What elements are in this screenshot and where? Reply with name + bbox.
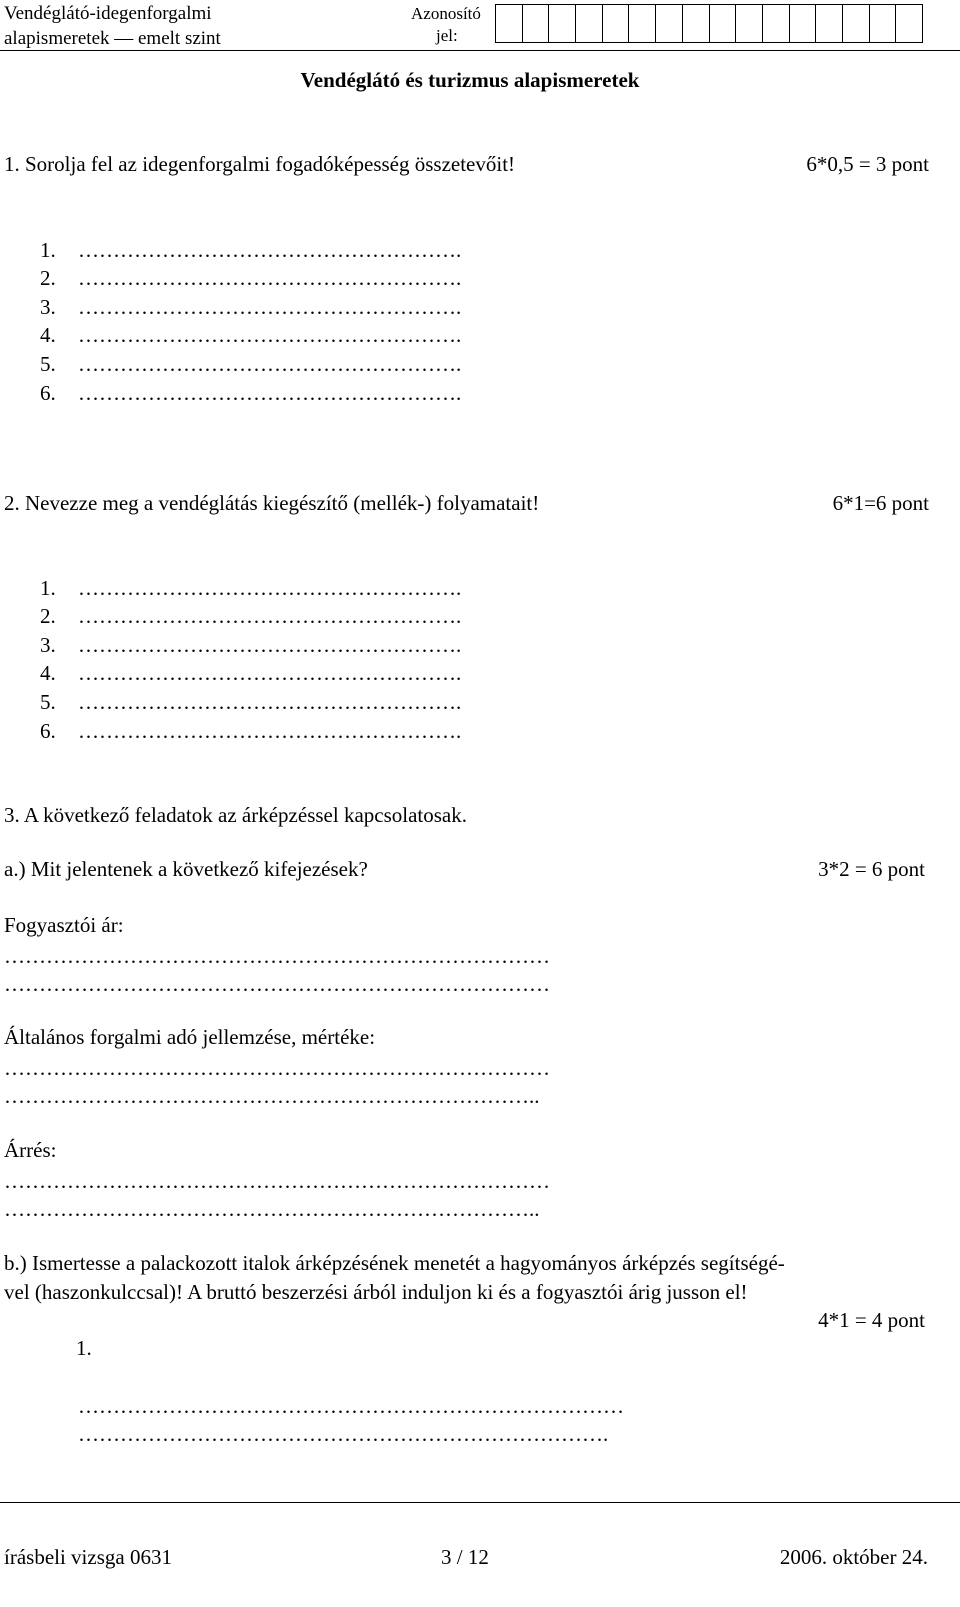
- answer-line[interactable]: ……………………………………………………………………: [4, 972, 550, 996]
- id-box[interactable]: [762, 4, 790, 43]
- q1-points: 6*0,5 = 3 pont: [806, 152, 929, 176]
- list-item-number: 3.: [40, 633, 56, 657]
- list-item-number: 6.: [40, 719, 56, 743]
- id-box[interactable]: [735, 4, 763, 43]
- answer-line[interactable]: ……………………………………………….: [78, 295, 462, 319]
- id-box[interactable]: [842, 4, 870, 43]
- q3a-text: a.) Mit jelentenek a következő kifejezések?: [4, 857, 368, 881]
- q2-text: 2. Nevezze meg a vendéglátás kiegészítő (mellék-) folyamatait!: [4, 491, 540, 515]
- header-subject-line1: Vendéglátó-idegenforgalmi: [4, 3, 212, 24]
- answer-line[interactable]: ……………………………………………….: [78, 238, 462, 262]
- list-item-number: 1.: [40, 238, 56, 262]
- answer-line[interactable]: ……………………………………………….: [78, 719, 462, 743]
- list-item-number: 2.: [40, 604, 56, 628]
- id-box[interactable]: [522, 4, 550, 43]
- answer-line[interactable]: ……………………………………………….: [78, 323, 462, 347]
- list-item-number: 5.: [40, 352, 56, 376]
- answer-line[interactable]: ……………………………………………………………………: [4, 944, 550, 968]
- answer-line[interactable]: ……………………………………………….: [78, 633, 462, 657]
- footer-date: 2006. október 24.: [779, 1545, 928, 1569]
- answer-line[interactable]: ……………………………………………….: [78, 576, 462, 600]
- answer-line[interactable]: ……………………………………………….: [78, 690, 462, 714]
- q1-text: 1. Sorolja fel az idegenforgalmi fogadóképesség összetevőit!: [4, 152, 516, 176]
- answer-line[interactable]: ……………………………………………….: [78, 381, 462, 405]
- list-item-number: 6.: [40, 381, 56, 405]
- id-code-boxes: [496, 4, 923, 43]
- header-subject-line2: alapismeretek — emelt szint: [4, 28, 221, 49]
- list-item-number: 4.: [40, 661, 56, 685]
- answer-line[interactable]: ……………………………………………….: [78, 604, 462, 628]
- term-consumer-price: Fogyasztói ár:: [4, 913, 124, 937]
- header-rule: [0, 50, 960, 51]
- id-box[interactable]: [575, 4, 603, 43]
- footer-page-number: 3 / 12: [441, 1545, 489, 1569]
- q3b-text-line2: vel (haszonkulccsal)! A bruttó beszerzési árból induljon ki és a fogyasztói árig jusson el!: [4, 1280, 748, 1304]
- term-margin: Árrés:: [4, 1138, 57, 1162]
- id-label-line1: Azonosító: [411, 4, 481, 23]
- list-item-number: 1.: [40, 576, 56, 600]
- answer-line[interactable]: ……………………………………………….: [78, 352, 462, 376]
- answer-line[interactable]: ……………………………………………….: [78, 661, 462, 685]
- id-box[interactable]: [548, 4, 576, 43]
- id-label-line2: jel:: [436, 26, 458, 45]
- id-box[interactable]: [815, 4, 843, 43]
- answer-line[interactable]: …………………………………………………………………..: [4, 1084, 540, 1108]
- id-box[interactable]: [655, 4, 683, 43]
- answer-line[interactable]: ……………………………………………………………………: [4, 1169, 550, 1193]
- q2-points: 6*1=6 pont: [832, 491, 929, 515]
- list-item-number: 5.: [40, 690, 56, 714]
- id-box[interactable]: [789, 4, 817, 43]
- answer-line[interactable]: ……………………………………………………………………: [78, 1394, 624, 1418]
- term-vat: Általános forgalmi adó jellemzése, mértéke:: [4, 1025, 376, 1049]
- list-item-number: 4.: [40, 323, 56, 347]
- list-item-number: 2.: [40, 266, 56, 290]
- answer-line[interactable]: ……………………………………………………………………: [4, 1056, 550, 1080]
- id-box[interactable]: [602, 4, 630, 43]
- id-box[interactable]: [895, 4, 923, 43]
- list-item-number: 1.: [76, 1336, 92, 1360]
- id-box[interactable]: [709, 4, 737, 43]
- footer-exam-label: írásbeli vizsga 0631: [4, 1545, 172, 1569]
- id-box[interactable]: [869, 4, 897, 43]
- q3b-points: 4*1 = 4 pont: [818, 1308, 925, 1332]
- answer-line[interactable]: ………………………………………………………………….: [78, 1422, 609, 1446]
- id-box[interactable]: [628, 4, 656, 43]
- answer-line[interactable]: ……………………………………………….: [78, 266, 462, 290]
- answer-line[interactable]: …………………………………………………………………..: [4, 1197, 540, 1221]
- page-title: Vendéglátó és turizmus alapismeretek: [300, 68, 640, 92]
- q3b-text-line1: b.) Ismertesse a palackozott italok árképzésének menetét a hagyományos árképzés segítségé-: [4, 1251, 785, 1275]
- q3a-points: 3*2 = 6 pont: [818, 857, 925, 881]
- id-box[interactable]: [495, 4, 523, 43]
- list-item-number: 3.: [40, 295, 56, 319]
- id-box[interactable]: [682, 4, 710, 43]
- footer-rule: [0, 1502, 960, 1503]
- q3-text: 3. A következő feladatok az árképzéssel kapcsolatosak.: [4, 803, 467, 827]
